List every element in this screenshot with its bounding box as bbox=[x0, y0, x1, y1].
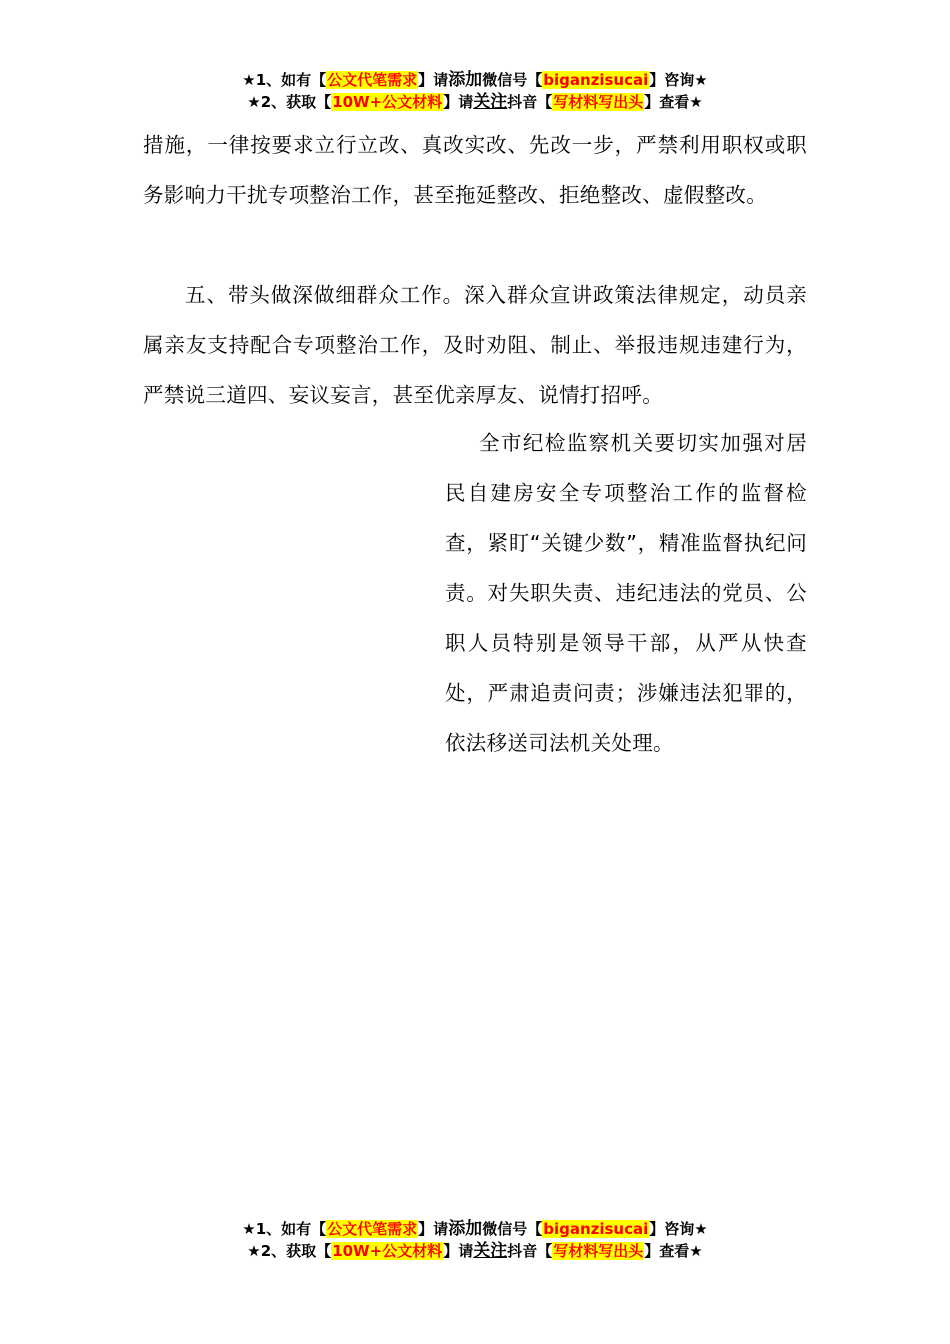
body-paragraph-2: 五、带头做深做细群众工作。深入群众宣讲政策法律规定，动员亲属亲友支持配合专项整治工作，及时劝阻、制止、举报违规违建行为，严禁说三道四、妄议妄言，甚至优亲厚友、说情打招呼。 bbox=[143, 283, 807, 407]
header-line-2-mid2: 抖音【 bbox=[507, 93, 553, 111]
header-line-1-mid: 】请 bbox=[418, 71, 449, 89]
header-line-1-suffix: 】咨询★ bbox=[649, 71, 708, 89]
footer-line-2-prefix: ★2、获取【 bbox=[247, 1242, 332, 1260]
body-paragraph-1: 措施，一律按要求立行立改、真改实改、先改一步，严禁利用职权或职务影响力干扰专项整治工作，甚至拖延整改、拒绝整改、虚假整改。 bbox=[143, 133, 807, 207]
douyin-account-highlight: 写材料写出头 bbox=[553, 93, 644, 111]
footer-line-1-mid2: 微信号【 bbox=[482, 1220, 543, 1238]
add-emphasis: 添加 bbox=[448, 1219, 483, 1239]
footer-line-2 bbox=[0, 1240, 950, 1262]
footer-line-1-suffix: 】咨询★ bbox=[649, 1220, 708, 1238]
footer-line-2-suffix: 】查看★ bbox=[644, 1242, 703, 1260]
service-highlight: 公文代笔需求 bbox=[327, 1220, 418, 1238]
footer-line-2-mid: 】请 bbox=[443, 1242, 474, 1260]
follow-emphasis: 关注 bbox=[473, 92, 508, 112]
header-line-1 bbox=[0, 69, 950, 91]
wechat-id-highlight: biganzisucai bbox=[543, 1220, 649, 1238]
douyin-account-highlight: 写材料写出头 bbox=[553, 1242, 644, 1260]
materials-highlight: 10W+公文材料 bbox=[332, 93, 443, 111]
footer-line-2-mid2: 抖音【 bbox=[507, 1242, 553, 1260]
header-line-1-mid2: 微信号【 bbox=[482, 71, 543, 89]
footer-line-1-prefix: ★1、如有【 bbox=[242, 1220, 327, 1238]
follow-emphasis: 关注 bbox=[473, 1241, 508, 1261]
body-paragraph-3: 全市纪检监察机关要切实加强对居民自建房安全专项整治工作的监督检查，紧盯“关键少数”，精准监督执纪问责。对失职失责、违纪违法的党员、公职人员特别是领导干部，从严从快查处，严肃追责问责；涉嫌违法犯罪的，依法移送司法机关处理。 bbox=[445, 431, 807, 755]
footer-banner bbox=[0, 1218, 950, 1262]
wechat-id-highlight: biganzisucai bbox=[543, 71, 649, 89]
header-line-2-suffix: 】查看★ bbox=[644, 93, 703, 111]
service-highlight: 公文代笔需求 bbox=[327, 71, 418, 89]
header-line-2-prefix: ★2、获取【 bbox=[247, 93, 332, 111]
add-emphasis: 添加 bbox=[448, 70, 483, 90]
footer-line-1-mid: 】请 bbox=[418, 1220, 449, 1238]
footer-line-1 bbox=[0, 1218, 950, 1240]
header-line-1-prefix: ★1、如有【 bbox=[242, 71, 327, 89]
header-line-2-mid: 】请 bbox=[443, 93, 474, 111]
header-line-2 bbox=[0, 91, 950, 113]
header-banner bbox=[0, 69, 950, 113]
materials-highlight: 10W+公文材料 bbox=[332, 1242, 443, 1260]
